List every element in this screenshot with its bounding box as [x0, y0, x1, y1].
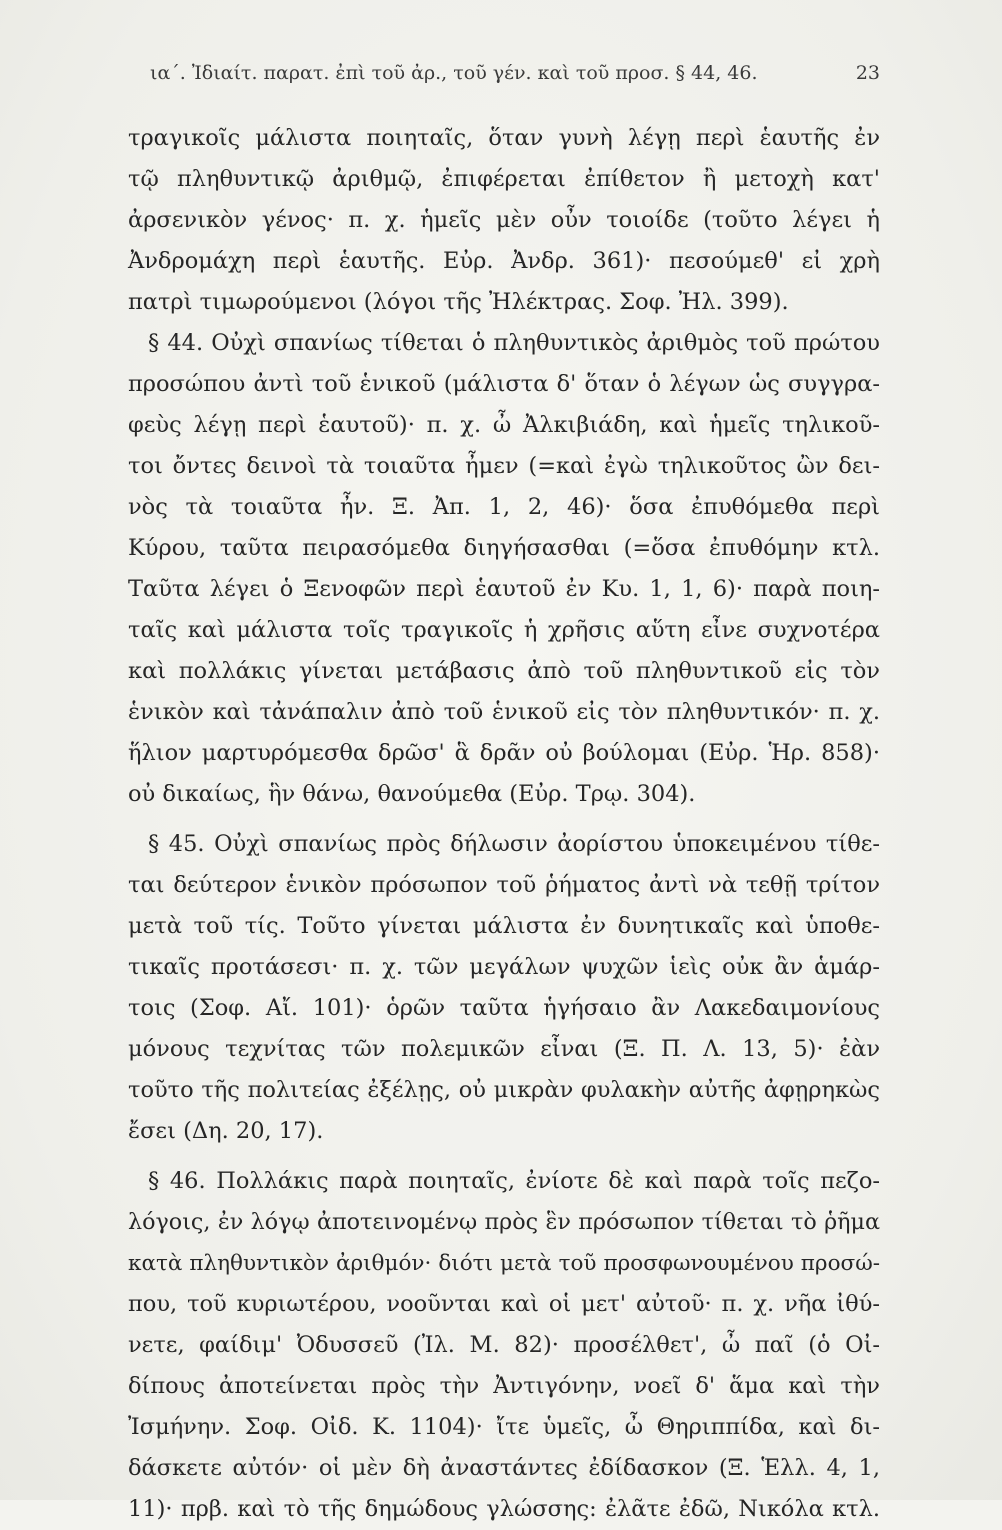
text-line: Ἀνδρομάχη περὶ ἑαυτῆς. Εὐρ. Ἀνδρ. 361)· πεσούμεθ' εἰ χρὴ	[128, 248, 880, 274]
text-line: ἥλιον μαρτυρόμεσθα δρῶσ' ἃ δρᾶν οὐ βούλομαι (Εὐρ. Ἡρ. 858)·	[128, 740, 880, 766]
text-line: κατὰ πληθυντικὸν ἀριθμόν· διότι μετὰ τοῦ προσφωνουμένου προσώ-	[128, 1251, 880, 1276]
text-line: 11)· πρβ. καὶ τὸ τῆς δημώδους γλώσσης: ἐλᾶτε ἐδῶ, Νικόλα κτλ.	[128, 1496, 880, 1522]
text-line: οὐ δικαίως, ἣν θάνω, θανούμεθα (Εὐρ. Τρῳ. 304).	[128, 781, 696, 807]
text-line: προσώπου ἀντὶ τοῦ ἑνικοῦ (μάλιστα δ' ὅταν ὁ λέγων ὡς συγγρα-	[128, 371, 880, 397]
text-line: τοῦτο τῆς πολιτείας ἐξέλῃς, οὐ μικρὰν φυλακὴν αὐτῆς ἀφῃρηκὼς	[128, 1077, 880, 1103]
text-line: λόγοις, ἐν λόγῳ ἀποτεινομένῳ πρὸς ἓν πρόσωπον τίθεται τὸ ῥῆμα	[128, 1209, 880, 1235]
running-header	[150, 62, 880, 84]
text-line: τοις (Σοφ. Αἴ. 101)· ὁρῶν ταῦτα ἡγήσαιο ἂν Λακεδαιμονίους	[128, 995, 880, 1021]
text-line: τικαῖς προτάσεσι· π. χ. τῶν μεγάλων ψυχῶν ἱεὶς οὐκ ἂν ἁμάρ-	[128, 954, 880, 980]
section-44-heading-line: § 44. Οὐχὶ σπανίως τίθεται ὁ πληθυντικὸς ἀριθμὸς τοῦ πρώτου	[148, 330, 880, 356]
page-number: 23	[855, 62, 880, 84]
text-line: μόνους τεχνίτας τῶν πολεμικῶν εἶναι (Ξ. Π. Λ. 13, 5)· ἐὰν	[128, 1036, 880, 1062]
text-line: νὸς τὰ τοιαῦτα ἦν. Ξ. Ἀπ. 1, 2, 46)· ὅσα ἐπυθόμεθα περὶ	[128, 494, 880, 520]
text-line: τοι ὄντες δεινοὶ τὰ τοιαῦτα ἦμεν (=καὶ ἐγὼ τηλικοῦτος ὢν δει-	[128, 453, 880, 479]
running-title: ια΄. Ἰδιαίτ. παρατ. ἐπὶ τοῦ ἀρ., τοῦ γέν. καὶ τοῦ προσ. § 44, 46.	[150, 62, 758, 84]
text-line: Ἰσμήνην. Σοφ. Οἰδ. Κ. 1104)· ἴτε ὑμεῖς, ὦ Θηριππίδα, καὶ δι-	[128, 1414, 880, 1440]
text-line: Κύρου, ταῦτα πειρασόμεθα διηγήσασθαι (=ὅσα ἐπυθόμην κτλ.	[128, 535, 880, 561]
text-line: φεὺς λέγῃ περὶ ἑαυτοῦ)· π. χ. ὦ Ἀλκιβιάδη, καὶ ἡμεῖς τηλικοῦ-	[128, 412, 880, 438]
text-line: μετὰ τοῦ τίς. Τοῦτο γίνεται μάλιστα ἐν δυνητικαῖς καὶ ὑποθε-	[128, 913, 880, 939]
section-45-heading-line: § 45. Οὐχὶ σπανίως πρὸς δήλωσιν ἀορίστου ὑποκειμένου τίθε-	[148, 831, 880, 857]
text-line: ἀρσενικὸν γένος· π. χ. ἡμεῖς μὲν οὖν τοιοίδε (τοῦτο λέγει ἡ	[128, 207, 880, 233]
text-line: τραγικοῖς μάλιστα ποιηταῖς, ὅταν γυνὴ λέγῃ περὶ ἑαυτῆς ἐν	[128, 125, 880, 151]
text-line: ταῖς καὶ μάλιστα τοῖς τραγικοῖς ἡ χρῆσις αὕτη εἶνε συχνοτέρα	[128, 617, 880, 643]
text-line: ται δεύτερον ἑνικὸν πρόσωπον τοῦ ῥήματος ἀντὶ νὰ τεθῇ τρίτον	[128, 872, 880, 898]
text-line: καὶ πολλάκις γίνεται μετάβασις ἀπὸ τοῦ πληθυντικοῦ εἰς τὸν	[128, 658, 880, 684]
text-line: ἑνικὸν καὶ τἀνάπαλιν ἀπὸ τοῦ ἑνικοῦ εἰς τὸν πληθυντικόν· π. χ.	[128, 699, 880, 725]
text-line: δίπους ἀποτείνεται πρὸς τὴν Ἀντιγόνην, νοεῖ δ' ἅμα καὶ τὴν	[128, 1373, 880, 1399]
page-body	[128, 118, 880, 1530]
text-line: ἔσει (Δη. 20, 17).	[128, 1118, 324, 1144]
text-line: δάσκετε αὐτόν· οἱ μὲν δὴ ἀναστάντες ἐδίδασκον (Ξ. Ἑλλ. 4, 1,	[128, 1455, 880, 1481]
text-line: Ταῦτα λέγει ὁ Ξενοφῶν περὶ ἑαυτοῦ ἐν Κυ. 1, 1, 6)· παρὰ ποιη-	[128, 576, 880, 602]
text-line: πατρὶ τιμωρούμενοι (λόγοι τῆς Ἠλέκτρας. Σοφ. Ἠλ. 399).	[128, 289, 789, 315]
text-line: νετε, φαίδιμ' Ὀδυσσεῦ (Ἰλ. Μ. 82)· προσέλθετ', ὦ παῖ (ὁ Οἰ-	[128, 1332, 880, 1358]
text-line: τῷ πληθυντικῷ ἀριθμῷ, ἐπιφέρεται ἐπίθετον ἢ μετοχὴ κατ'	[128, 166, 880, 192]
section-46-heading-line: § 46. Πολλάκις παρὰ ποιηταῖς, ἐνίοτε δὲ καὶ παρὰ τοῖς πεζο-	[148, 1168, 880, 1194]
text-line: που, τοῦ κυριωτέρου, νοοῦνται καὶ οἱ μετ' αὐτοῦ· π. χ. νῆα ἰθύ-	[128, 1291, 880, 1317]
